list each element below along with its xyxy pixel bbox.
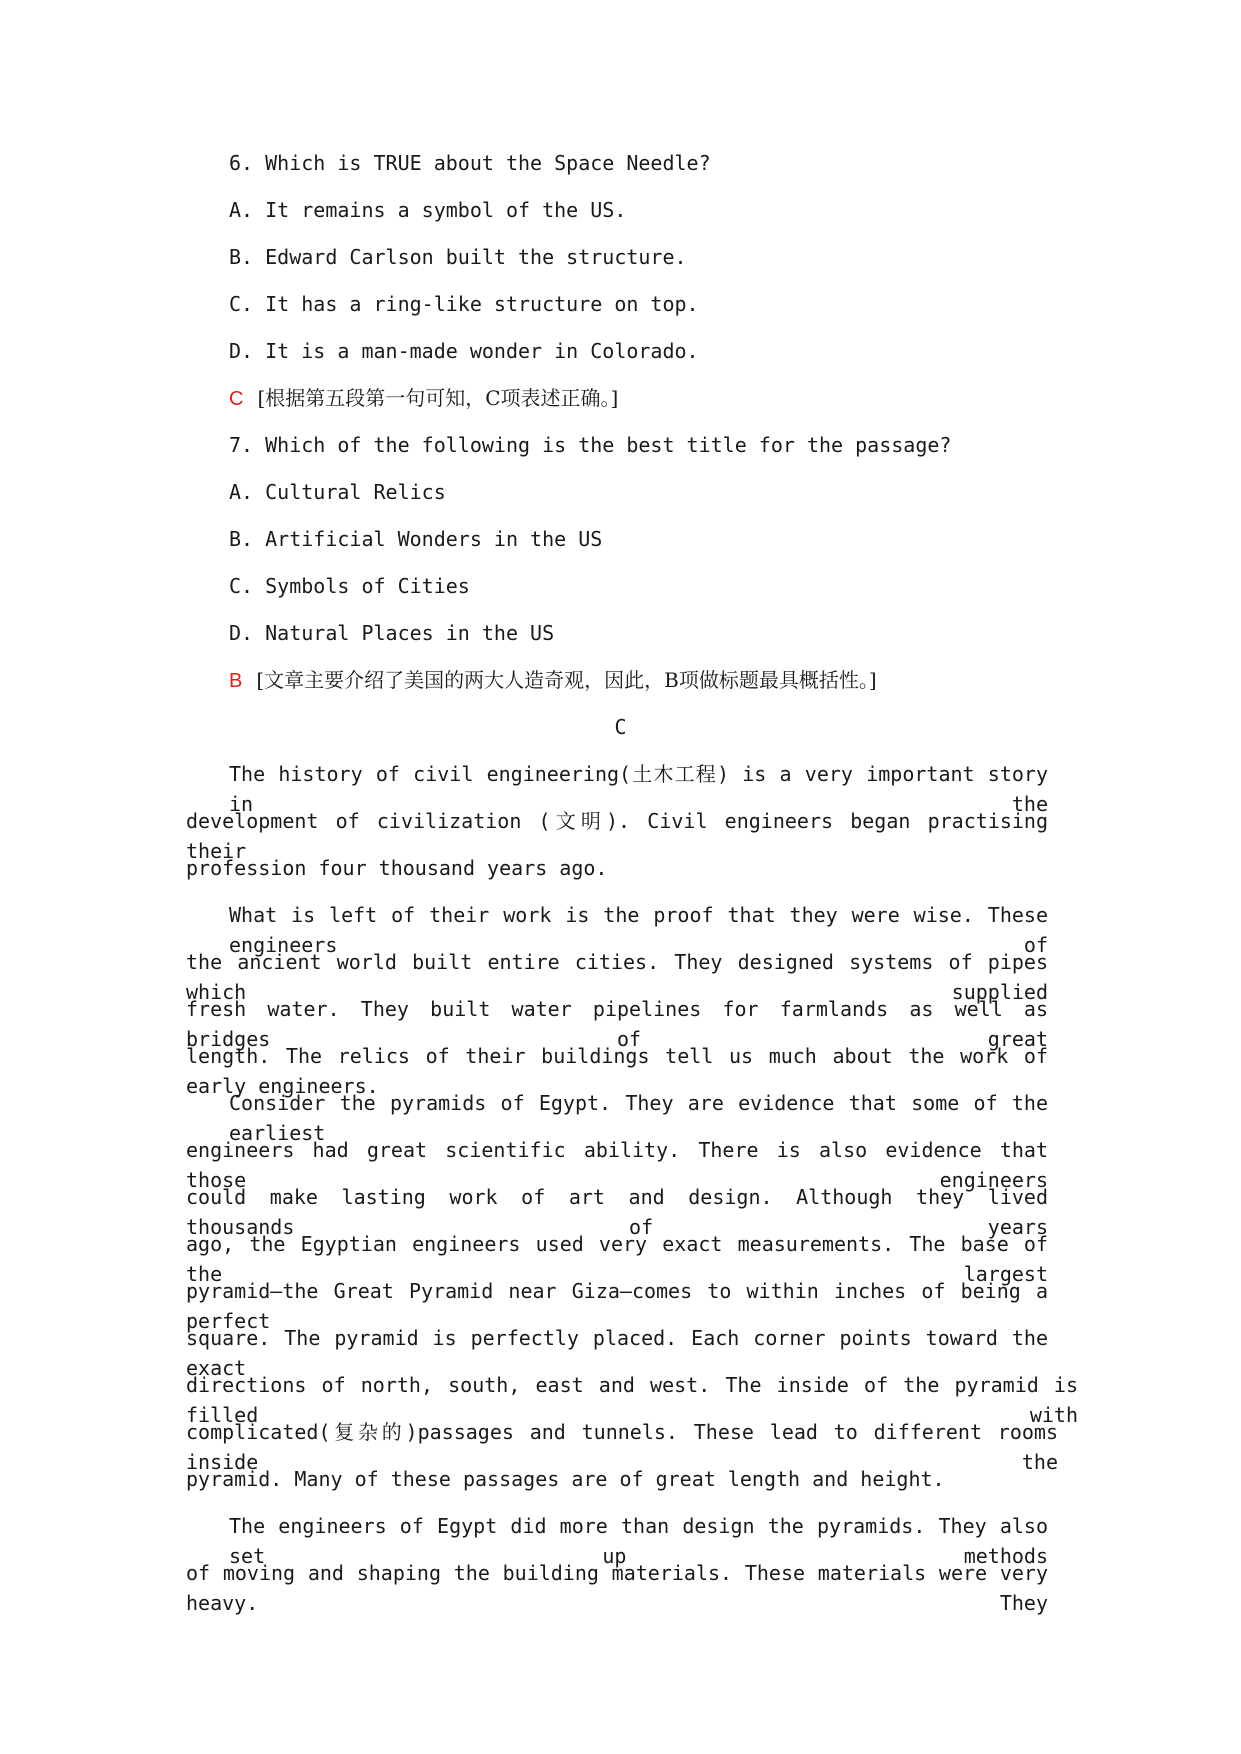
passage-line: profession four thousand years ago.	[186, 856, 608, 880]
question-7-answer-explanation: [文章主要介绍了美国的两大人造奇观，因此，B项做标题最具概括性。]	[256, 668, 877, 692]
question-7-answer-letter: B	[229, 670, 243, 692]
passage-line: complicated(复杂的)passages and tunnels. These lead to different rooms inside the	[186, 1420, 1058, 1474]
question-6-answer	[229, 383, 618, 414]
passage-line: ago, the Egyptian engineers used very exact measurements. The base of the largest	[186, 1232, 1048, 1286]
question-6-option-d: D. It is a man-made wonder in Colorado.	[229, 339, 699, 363]
passage-line: the ancient world built entire cities. They designed systems of pipes which supplied	[186, 950, 1048, 1004]
passage-line: pyramid—the Great Pyramid near Giza—comes to within inches of being a perfect	[186, 1279, 1048, 1333]
question-7-option-d: D. Natural Places in the US	[229, 621, 555, 645]
question-6-option-a: A. It remains a symbol of the US.	[229, 198, 627, 222]
passage-line: engineers had great scientific ability. There is also evidence that those engineers	[186, 1138, 1048, 1192]
question-6-option-c: C. It has a ring-like structure on top.	[229, 292, 699, 316]
passage-line: square. The pyramid is perfectly placed. Each corner points toward the exact	[186, 1326, 1048, 1380]
question-7-option-a: A. Cultural Relics	[229, 480, 446, 504]
passage-line: The history of civil engineering(土木工程) is a very important story in the	[229, 762, 1048, 816]
question-7-option-b: B. Artificial Wonders in the US	[229, 527, 603, 551]
passage-line: fresh water. They built water pipelines for farmlands as well as bridges of great	[186, 997, 1048, 1051]
passage-line: development of civilization (文明). Civil engineers began practising their	[186, 809, 1048, 863]
question-7-answer	[229, 665, 877, 696]
passage-line: Consider the pyramids of Egypt. They are evidence that some of the earliest	[229, 1091, 1048, 1145]
passage-line: length. The relics of their buildings tell us much about the work of early engineers.	[186, 1044, 1048, 1098]
question-7-stem: 7. Which of the following is the best title for the passage?	[229, 433, 952, 457]
question-6-stem: 6. Which is TRUE about the Space Needle?	[229, 151, 711, 175]
passage-line: directions of north, south, east and west. The inside of the pyramid is filled with	[186, 1373, 1078, 1427]
question-6-option-b: B. Edward Carlson built the structure.	[229, 245, 687, 269]
passage-line: What is left of their work is the proof that they were wise. These engineers of	[229, 903, 1048, 957]
passage-line: pyramid. Many of these passages are of great length and height.	[186, 1467, 945, 1491]
passage-line: The engineers of Egypt did more than design the pyramids. They also set up methods	[229, 1514, 1048, 1568]
question-6-answer-explanation: [根据第五段第一句可知，C项表述正确。]	[257, 386, 619, 410]
question-7-option-c: C. Symbols of Cities	[229, 574, 470, 598]
section-title: C	[614, 715, 627, 739]
passage-line: could make lasting work of art and design. Although they lived thousands of years	[186, 1185, 1048, 1239]
passage-line: of moving and shaping the building materials. These materials were very heavy. They	[186, 1561, 1048, 1615]
question-6-answer-letter: C	[229, 388, 244, 410]
